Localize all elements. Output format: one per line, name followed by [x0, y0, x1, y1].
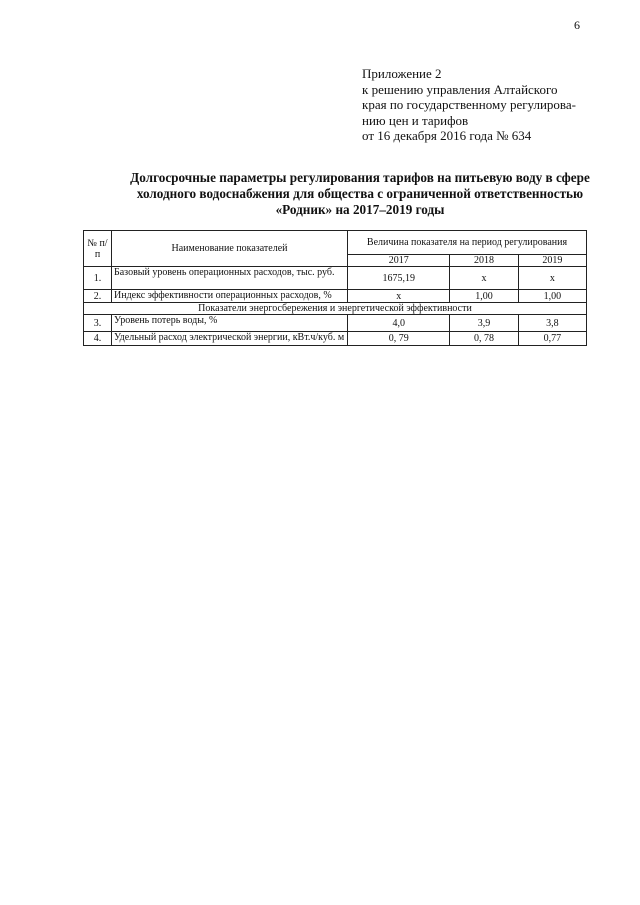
page-number: 6	[574, 18, 580, 32]
row-value-2017: 1675,19	[348, 267, 450, 290]
row-num: 4.	[84, 332, 112, 346]
row-num: 1.	[84, 267, 112, 290]
appendix-line: нию цен и тарифов	[362, 112, 469, 128]
header-year-2018: 2018	[450, 255, 518, 267]
header-year-2017: 2017	[348, 255, 450, 267]
header-num: № п/п	[84, 231, 112, 267]
row-num: 3.	[84, 315, 112, 332]
appendix-note	[362, 66, 576, 144]
row-value-2019: 0,77	[518, 332, 586, 346]
table-row	[84, 290, 587, 303]
title-line: «Родник» на 2017–2019 годы	[275, 202, 445, 217]
header-value-group: Величина показателя на период регулирования	[348, 231, 587, 255]
row-value-2018: 1,00	[450, 290, 518, 303]
row-value-2018: 0, 78	[450, 332, 518, 346]
appendix-line: к решению управления Алтайского	[362, 81, 558, 97]
row-value-2017: 0, 79	[348, 332, 450, 346]
row-value-2018: 3,9	[450, 315, 518, 332]
row-value-2019: 1,00	[518, 290, 586, 303]
title-line: Долгосрочные параметры регулирования тарифов на питьевую воду в сфере	[130, 170, 590, 185]
row-name: Индекс эффективности операционных расходов, %	[112, 290, 348, 303]
section-row	[84, 303, 587, 315]
row-num: 2.	[84, 290, 112, 303]
table-row	[84, 332, 587, 346]
row-name: Удельный расход электрической энергии, кВт.ч/куб. м	[112, 332, 348, 346]
appendix-line: Приложение 2	[362, 66, 442, 81]
section-heading: Показатели энергосбережения и энергетической эффективности	[84, 303, 587, 315]
row-name: Уровень потерь воды, %	[112, 315, 348, 332]
parameters-table	[83, 230, 587, 346]
row-value-2019: x	[518, 267, 586, 290]
document-title	[70, 170, 640, 218]
header-name: Наименование показателей	[112, 231, 348, 267]
title-line: холодного водоснабжения для общества с ограниченной ответственностью	[136, 186, 584, 201]
row-value-2017: x	[348, 290, 450, 303]
table-row	[84, 267, 587, 290]
row-value-2019: 3,8	[518, 315, 586, 332]
table-row	[84, 315, 587, 332]
header-row	[84, 231, 587, 255]
row-name: Базовый уровень операционных расходов, тыс. руб.	[112, 267, 348, 290]
appendix-line: от 16 декабря 2016 года № 634	[362, 128, 532, 143]
header-year-2019: 2019	[518, 255, 586, 267]
appendix-line: края по государственному регулирова-	[362, 97, 576, 112]
row-value-2018: x	[450, 267, 518, 290]
row-value-2017: 4,0	[348, 315, 450, 332]
